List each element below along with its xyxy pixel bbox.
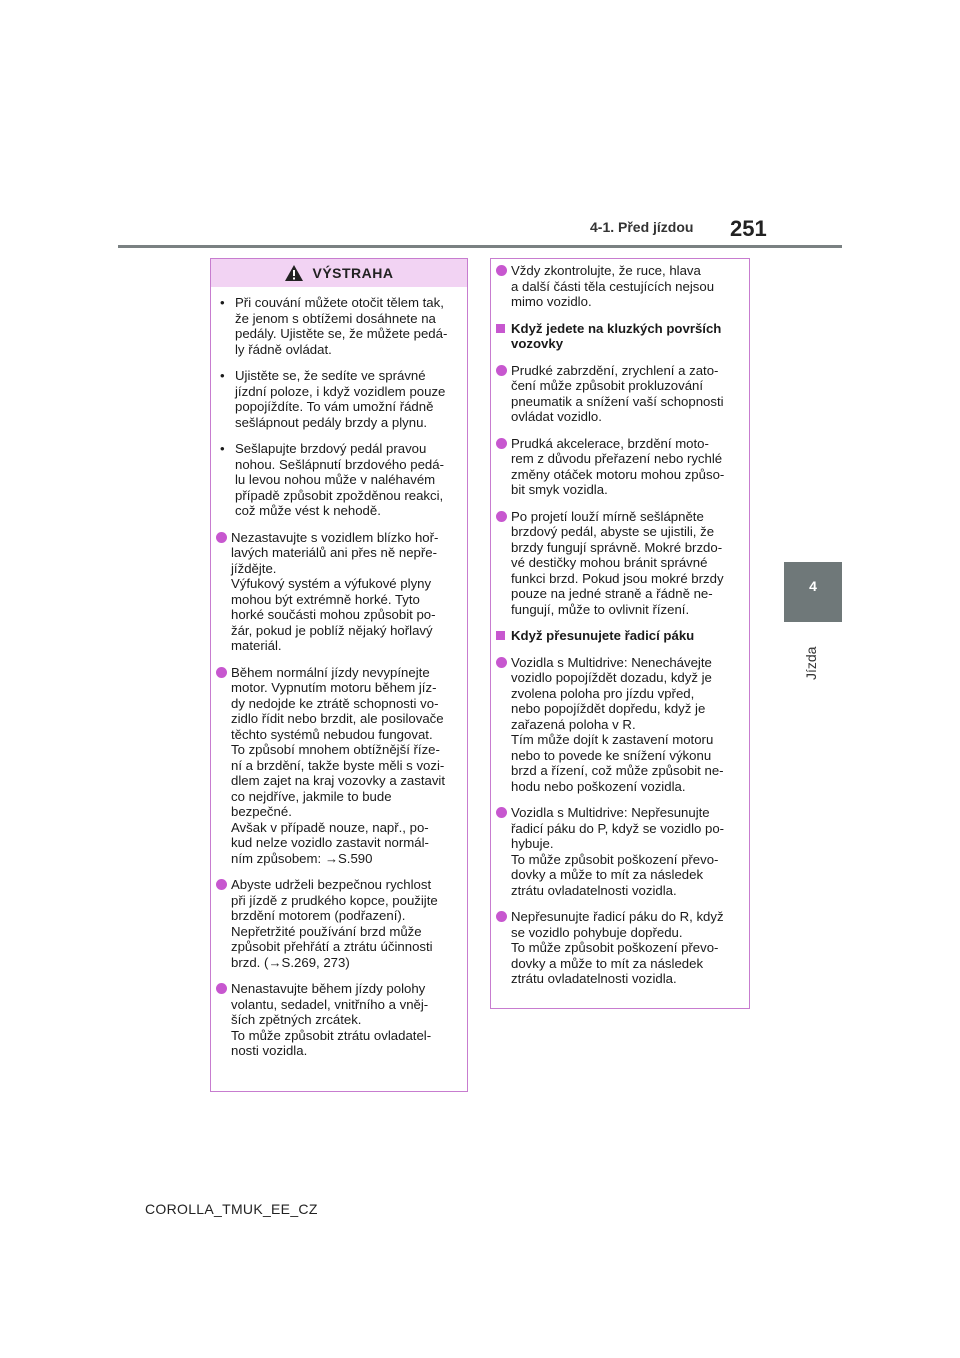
right-column-list <box>490 258 750 1009</box>
chapter-label <box>801 632 821 692</box>
warning-triangle-icon <box>284 264 304 282</box>
list-item: • Ujistěte se, že sedíte ve správné jízdní poloze, i když vozidlem pouze popojíždíte. To vám umožní řádně sešlápnout pedály brzdy a plynu. <box>216 368 460 430</box>
warning-title: VÝSTRAHA <box>312 265 394 281</box>
list-item: Prudké zabrzdění, zrychlení a zato- čení může způsobit prokluzování pneumatik a snížení vaší schopnosti ovládat vozidlo. <box>496 363 743 425</box>
header-divider <box>118 245 842 248</box>
list-item: Nenastavujte během jízdy polohy volantu, sedadel, vnitřního a vněj- ších zpětných zrcátek. To může způsobit ztrátu ovladatel- nosti vozidla. <box>216 981 460 1059</box>
list-item: Nezastavujte s vozidlem blízko hoř- lavých materiálů ani přes ně nepře- jíždějte. Výfukový systém a výfukové plyny mohou být extrémně horké. Tyto horké součásti mohou způsobit po- žár, pokud je poblíž nějaký hořlavý materiál. <box>216 530 460 654</box>
list-item: • Při couvání můžete otočit tělem tak, že jenom s obtížemi dosáhnete na pedály. Ujistěte se, že můžete pedá- ly řádně ovládat. <box>216 295 460 357</box>
page-number: 251 <box>730 216 767 241</box>
list-item: Prudká akcelerace, brzdění moto- rem z důvodu přeřazení nebo rychlé změny otáček motoru mohou způso- bit smyk vozidla. <box>496 436 743 498</box>
chapter-tab[interactable]: 4 <box>784 562 842 622</box>
list-item: Nepřesunujte řadicí páku do R, když se vozidlo pohybuje dopředu. To může způsobit poškození převo- dovky a může to mít za následek ztrátu ovladatelnosti vozidla. <box>496 909 743 987</box>
warning-list <box>211 287 467 1059</box>
list-item: Vozidla s Multidrive: Nepřesunujte řadicí páku do P, když se vozidlo po- hybuje. To může způsobit poškození převo- dovky a může to mít za následek ztrátu ovladatelnosti vozidla. <box>496 805 743 898</box>
list-item: Po projetí louží mírně sešlápněte brzdový pedál, abyste se ujistili, že brzdy fungují správně. Mokré brzdo- vé destičky mohou bránit správné funkci brzd. Pokud jsou mokré brzdy pouze na jedné straně a řádně ne- fungují, může to ovlivnit řízení. <box>496 509 743 618</box>
list-item: Abyste udrželi bezpečnou rychlost při jízdě z prudkého kopce, použijte brzdění motorem (podřazení). Nepřetržité používání brzd může způsobit přehřátí a ztrátu účinnosti brzd. (→S.269, 273) <box>216 877 460 970</box>
list-item: Vozidla s Multidrive: Nenechávejte vozidlo popojíždět dozadu, když je zvolena poloha pro jízdu vpřed, nebo popojíždět dopředu, když je zařazená poloha v R. Tím může dojít k zastavení motoru nebo to povede ke snížení výkonu brzd a řízení, což může způsobit ne- hodu nebo poškození vozidla. <box>496 655 743 795</box>
warning-box <box>210 258 468 1092</box>
list-item: Vždy zkontrolujte, že ruce, hlava a další části těla cestujících nejsou mimo vozidlo. <box>496 263 743 310</box>
list-item: Během normální jízdy nevypínejte motor. Vypnutím motoru během jíz- dy nedojde ke ztrátě schopnosti vo- zidlo řídit nebo brzdit, ale posilovače těchto systémů nebudou fungovat. To způsobí mnohem obtížnější říze- ní a brzdění, takže byste měli s vozi- dlem zajet na kraj vozovky a zastavit co nejdříve, jakmile to bude bezpečné. Avšak v případě nouze, např., po- kud nelze vozidlo zastavit normál- ním způsobem: →S.590 <box>216 665 460 867</box>
subheading: Když jedete na kluzkých površích vozovky <box>496 321 743 352</box>
document-id: COROLLA_TMUK_EE_CZ <box>145 1201 318 1217</box>
warning-header <box>211 259 467 287</box>
chapter-label-text: Jízda <box>803 646 819 680</box>
subheading: Když přesunujete řadicí páku <box>496 628 743 644</box>
section-title: 4-1. Před jízdou <box>590 219 694 235</box>
list-item: • Sešlapujte brzdový pedál pravou nohou. Sešlápnutí brzdového pedá- lu levou nohou může v naléhavém případě způsobit zpožděnou reakci, což může vést k nehodě. <box>216 441 460 519</box>
